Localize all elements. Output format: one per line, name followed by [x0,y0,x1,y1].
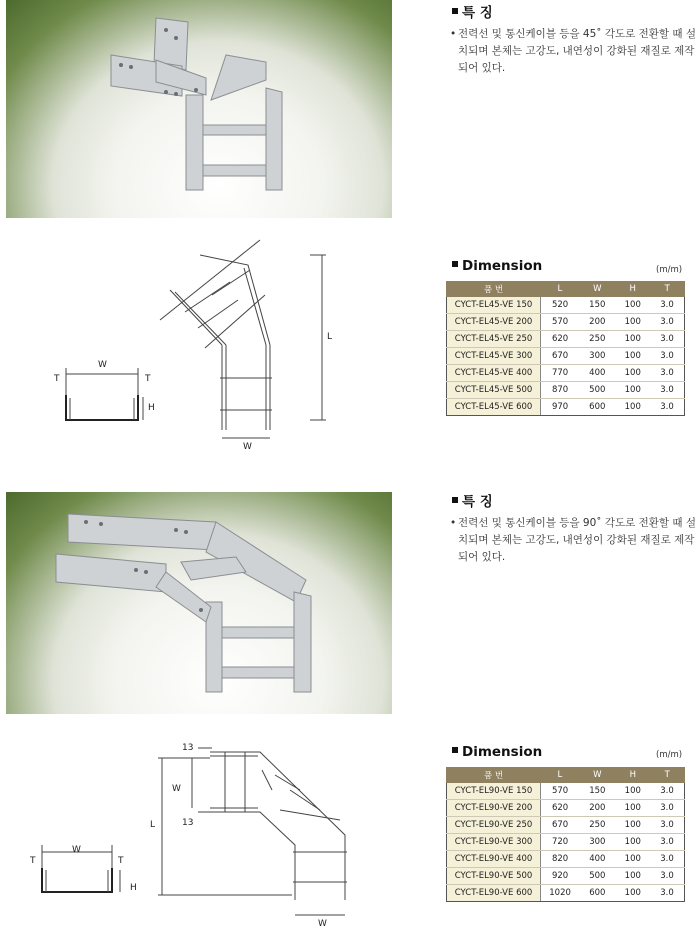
column-header: W [579,282,615,297]
table-row [447,297,685,314]
table-cell: CYCT-EL45-VE 200 [447,314,541,331]
table-cell: 100 [616,885,650,902]
label-w-cross-45: W [98,360,107,370]
table-cell: 3.0 [650,331,685,348]
table-cell: 150 [579,783,615,800]
table-cell: 100 [616,331,651,348]
table-row [447,365,685,382]
table-cell: CYCT-EL45-VE 500 [447,382,541,399]
table-cell: 920 [541,868,580,885]
label-h-45: H [148,403,155,413]
table-cell: 250 [579,817,615,834]
label-l-45: L [327,332,333,342]
bullet-square-icon [452,261,458,267]
table-row [447,834,685,851]
dimension-title-45: Dimension [452,258,542,274]
table-cell: 720 [541,834,580,851]
table-cell: 770 [541,365,579,382]
bullet-square-icon [452,747,458,753]
table-cell: 670 [541,817,580,834]
table-cell: 100 [616,868,650,885]
table-cell: 3.0 [650,885,684,902]
table-cell: 200 [579,314,615,331]
label-w-cross-90: W [72,845,81,855]
label-w-side-90: W [172,784,181,794]
table-cell: CYCT-EL45-VE 400 [447,365,541,382]
table-cell: CYCT-EL45-VE 300 [447,348,541,365]
feature-description-45: • 전력선 및 통신케이블 등을 45˚ 각도로 전환할 때 설치되며 본체는 고강도, 내연성이 강화된 재질로 제작되어 있다. [450,28,697,74]
label-t-right-45: T [145,374,151,384]
table-row [447,348,685,365]
column-header: 품 번 [447,768,541,783]
table-cell: 100 [616,834,650,851]
table-cell: 100 [616,800,650,817]
table-cell: 1020 [541,885,580,902]
spec-table-45 [446,281,685,416]
label-h-90: H [130,883,137,893]
table-cell: 520 [541,297,579,314]
table-row [447,314,685,331]
table-cell: 100 [616,382,651,399]
table-cell: 100 [616,851,650,868]
label-13-bottom-90: 13 [182,818,194,828]
table-cell: 3.0 [650,314,685,331]
column-header: T [650,282,685,297]
table-cell: 3.0 [650,783,684,800]
table-row [447,382,685,399]
table-cell: 100 [616,817,650,834]
table-cell: 100 [616,783,650,800]
feature-title-45: 특 징 [452,1,493,21]
spec-table-90 [446,767,685,902]
table-cell: 570 [541,314,579,331]
unit-label-90: (m/m) [656,750,683,760]
table-cell: 820 [541,851,580,868]
table-row [447,885,685,902]
table-cell: 100 [616,348,651,365]
table-cell: 400 [579,851,615,868]
label-t-left-45: T [54,374,60,384]
table-cell: 500 [579,868,615,885]
table-cell: 300 [579,348,615,365]
column-header: L [541,768,580,783]
table-cell: CYCT-EL90-VE 150 [447,783,541,800]
table-cell: 3.0 [650,365,685,382]
label-13-top-90: 13 [182,743,194,753]
table-header-row [447,282,685,297]
table-cell: 620 [541,331,579,348]
table-row [447,817,685,834]
table-cell: CYCT-EL45-VE 250 [447,331,541,348]
table-cell: CYCT-EL90-VE 400 [447,851,541,868]
column-header: H [616,768,650,783]
label-w-bottom-90: W [318,919,327,929]
table-row [447,800,685,817]
feature-description-90: • 전력선 및 통신케이블 등을 90˚ 각도로 전환할 때 설치되며 본체는 고강도, 내연성이 강화된 재질로 제작되어 있다. [450,517,697,563]
table-cell: 400 [579,365,615,382]
table-row [447,851,685,868]
label-l-90: L [150,820,156,830]
table-row [447,399,685,416]
table-cell: 870 [541,382,579,399]
label-t-left-90: T [30,856,36,866]
table-cell: 100 [616,365,651,382]
table-cell: 300 [579,834,615,851]
column-header: T [650,768,684,783]
table-cell: 970 [541,399,579,416]
table-cell: CYCT-EL90-VE 250 [447,817,541,834]
table-cell: 3.0 [650,348,685,365]
table-cell: 100 [616,297,651,314]
table-cell: 100 [616,314,651,331]
label-t-right-90: T [118,856,124,866]
label-w-bottom-45: W [243,442,252,452]
table-cell: 3.0 [650,868,684,885]
table-cell: CYCT-EL90-VE 200 [447,800,541,817]
table-cell: 570 [541,783,580,800]
table-cell: 600 [579,399,615,416]
table-cell: 3.0 [650,834,684,851]
column-header: H [616,282,651,297]
table-cell: 670 [541,348,579,365]
table-cell: 3.0 [650,851,684,868]
column-header: L [541,282,579,297]
table-cell: 250 [579,331,615,348]
column-header: 품 번 [447,282,541,297]
table-cell: CYCT-EL90-VE 600 [447,885,541,902]
table-cell: 150 [579,297,615,314]
table-cell: 620 [541,800,580,817]
feature-title-90: 특 징 [452,490,493,510]
table-cell: 3.0 [650,382,685,399]
column-header: W [579,768,615,783]
table-cell: 3.0 [650,399,685,416]
table-cell: 500 [579,382,615,399]
table-cell: 3.0 [650,800,684,817]
table-cell: 3.0 [650,817,684,834]
table-cell: 200 [579,800,615,817]
table-cell: CYCT-EL45-VE 150 [447,297,541,314]
table-cell: 100 [616,399,651,416]
table-cell: 3.0 [650,297,685,314]
table-cell: CYCT-EL90-VE 300 [447,834,541,851]
table-cell: CYCT-EL45-VE 600 [447,399,541,416]
table-row [447,331,685,348]
table-cell: 600 [579,885,615,902]
table-row [447,783,685,800]
dimension-title-90: Dimension [452,744,542,760]
table-cell: CYCT-EL90-VE 500 [447,868,541,885]
unit-label-45: (m/m) [656,265,683,275]
table-header-row [447,768,685,783]
table-row [447,868,685,885]
